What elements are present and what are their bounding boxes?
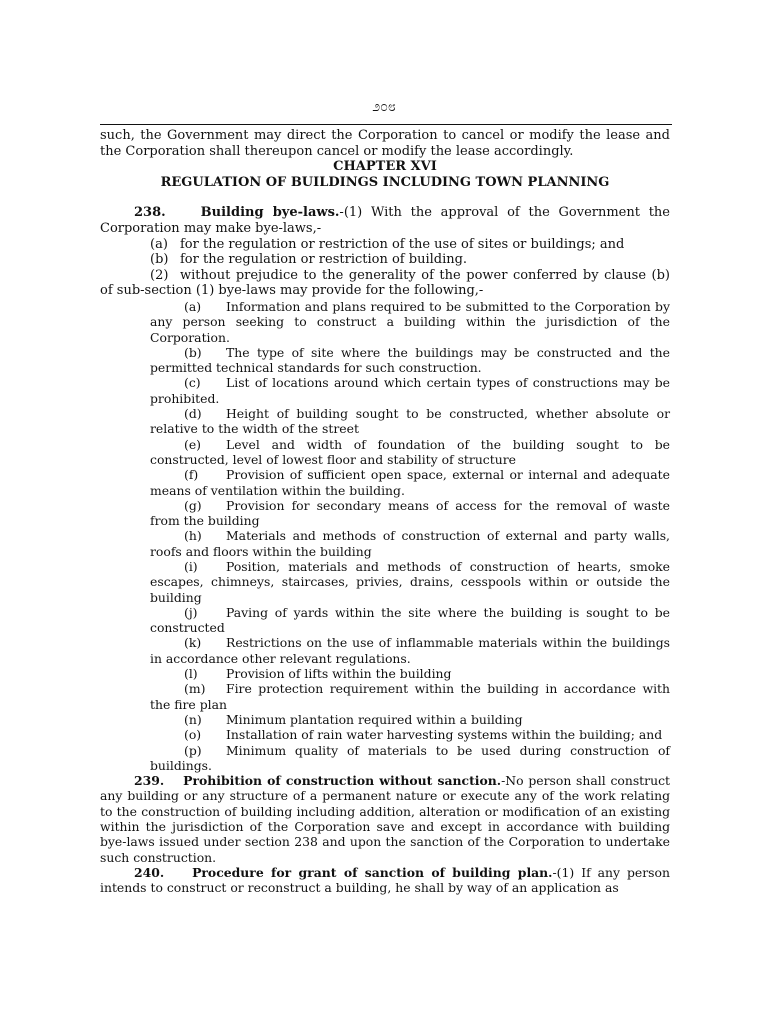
list-item: (g) Provision for secondary means of access for the removal of waste from the building [150, 497, 670, 529]
list-item: (d) Height of building sought to be constructed, whether absolute or relative to the width of the street [150, 406, 670, 437]
section-239-paragraph [100, 773, 670, 865]
list-item: (a) for the regulation or restriction of the use of sites or buildings; and [150, 236, 625, 252]
list-item: (p) Minimum quality of materials to be used during construction of buildings. [150, 742, 670, 773]
section-title: Prohibition of construction without sanction. [183, 773, 502, 789]
chapter-number: CHAPTER XVI [333, 159, 437, 175]
section-238-heading [100, 205, 670, 236]
list-item: (b) The type of site where the buildings may be constructed and the permitted technical standards for such construction. [150, 344, 670, 376]
section-title: Building bye-laws. [200, 205, 340, 221]
list-item: (j) Paving of yards within the site where the building is sought to be constructed [150, 604, 670, 636]
section-text: -(1) If any person intends to construct or reconstruct a building, he shall by way of an application as [100, 864, 670, 896]
spacer [100, 190, 670, 205]
list-item: (o) Installation of rain water harvesting systems within the building; and [184, 727, 663, 743]
page-number: ೨೦೮ [372, 99, 396, 115]
list-item: (i) Position, materials and methods of construction of hearts, smoke escapes, chimneys, staircases, privies, drains, cesspools within or outside the building [150, 558, 670, 605]
list-item: (b) for the regulation or restriction of building. [150, 252, 468, 268]
list-item: (m) Fire protection requirement within the building in accordance with the fire plan [150, 681, 670, 712]
list-item: (k) Restrictions on the use of inflammable materials within the buildings in accordance other relevant regulations. [150, 635, 670, 666]
list-item: (f) Provision of sufficient open space, external or internal and adequate means of ventilation within the building. [150, 467, 670, 498]
page-body [100, 128, 670, 896]
list-item: (2) without prejudice to the generality of the power conferred by clause (b) of sub-section (1) bye-laws may provide for the following,- [100, 267, 670, 299]
list-item: (e) Level and width of foundation of the building sought to be constructed, level of lowest floor and stability of structure [150, 436, 670, 467]
section-text: -(1) With the approval of the Government the Corporation may make bye-laws,- [100, 205, 671, 236]
list-item: (h) Materials and methods of construction of external and party walls, roofs and floors within the building [150, 528, 670, 559]
chapter-title: REGULATION OF BUILDINGS INCLUDING TOWN PLANNING [160, 174, 610, 190]
list-item: (a) Information and plans required to be submitted to the Corporation by any person seeking to construct a building within the jurisdiction of the Corporation. [150, 298, 670, 345]
sub-list [100, 299, 670, 773]
list-item: (c) List of locations around which certain types of constructions may be prohibited. [150, 375, 670, 406]
section-number: 240. [134, 864, 165, 880]
section-title: Procedure for grant of sanction of building plan. [192, 864, 553, 880]
list-item: (n) Minimum plantation required within a building [184, 711, 523, 727]
header-rule [100, 124, 672, 125]
list-item: (l) Provision of lifts within the building [184, 666, 452, 682]
section-number: 238. [134, 205, 166, 221]
section-text: -No person shall construct any building or any structure of a permanent nature or execute any of the work relating to the construction of building including addition, alteration or modification of an existing within the jurisdiction of the Corporation save and except in accordance with building bye-laws issued under section 238 and upon the sanction of the Corporation to undertake such construction. [100, 773, 670, 865]
section-240-paragraph [100, 865, 670, 896]
section-number: 239. [134, 773, 165, 789]
intro-paragraph: such, the Government may direct the Corporation to cancel or modify the lease and the Corporation shall thereupon cancel or modify the lease accordingly. [100, 128, 670, 159]
